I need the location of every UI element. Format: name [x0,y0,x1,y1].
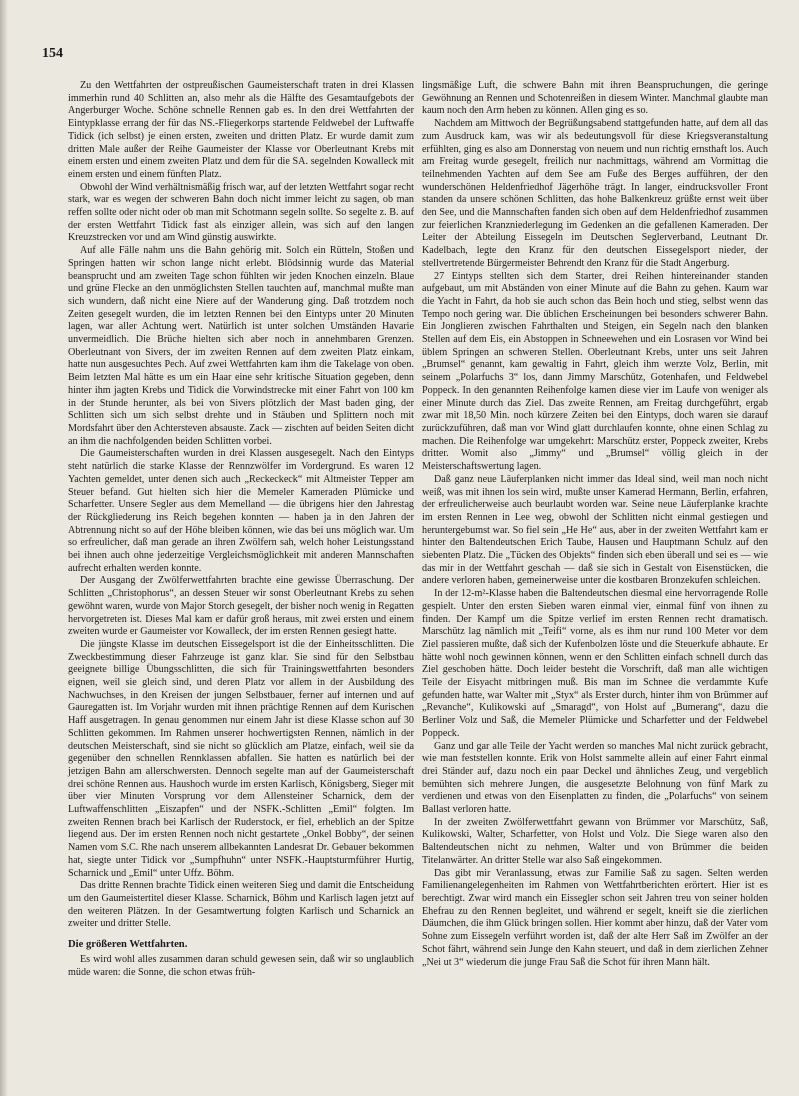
paragraph: lingsmäßige Luft, die schwere Bahn mit ihren Beanspruchungen, die geringe Gewöhnung an Rennen und Schotenreißen in diesem Winter. Manchmal glaubte man kaum noch den Arm heben zu können. Allen ging es so. [422,80,768,117]
paragraph: 27 Eintyps stellten sich dem Starter, drei Reihen hintereinander standen aufgebaut, um mit Abständen von einer Minute auf die Bahn zu gehen. Kaum war die Yacht in Fahrt, da hob sie auch schon das Bein hoch und stieg, selbst wenn das Tempo noch gering war. Die üblichen Erscheinungen bei besonders schwerer Bahn. Ein Jonglieren zwischen Fahrthalten und Steigen, ein Segeln nach den blanken Stellen auf dem Eis, ein Abstoppen in Schneewehen und ein Losrasen vor Wind bei üblem Springen an schweren Stellen. Oberleutnant Krebs, unter uns seit Jahren „Brumsel“ genannt, kam gewaltig in Fahrt, gleich ihm werzte Volz, Berlin, mit seinem „Polarfuchs 3“ los, dann Jimmy Marschütz, Gotenhafen, und Feldwebel Poppeck. In den genannten Reihenfolge kamen diese vier im Laufe von weniger als einer Minute durch das Ziel. Das zweite Rennen, am Freitag durchgeführt, ergab zwar mit 18,50 Min. noch kürzere Zeiten bei den Eintyps, doch waren sie darauf zurückzuführen, daß man vor Wind glatt durchlaufen konnte, ohne einen Schlag zu machen. Die Reihenfolge war umgekehrt: Marschütz erster, Poppeck zweiter, Krebs dritter. Womit also „Jimmy“ und „Brumsel“ völlig gleich in der Meisterschaftswertung lagen. [422,270,768,473]
paragraph: Das gibt mir Veranlassung, etwas zur Familie Saß zu sagen. Selten werden Familienangelegenheiten im Rahmen von Wettfahrtberichten erörtert. Hier ist es berechtigt. Zwar wird manch ein Eissegler schon seit Jahren treu von seiner holden Ehefrau zu den Rennen begleitet, und während er segelt, kneift sie die zierlichen Däumchen, die ihm Glück bringen sollen. Hier kommt aber hinzu, daß der Vater vom Sohne zum Eissegeln verführt worden ist, daß der alte Herr Saß im Zwölfer an der Schot fährt, während sein Junge den Kahn steuert, und daß in dem zierlichen Zehner „Nei ut 3“ wiederum die junge Frau Saß die Schot für ihren Mann hält. [422,867,768,968]
paragraph: Das dritte Rennen brachte Tidick einen weiteren Sieg und damit die Entscheidung um den Gaumeistertitel dieser Klasse. Scharnick, Böhm und Karlisch lagen jetzt auf den weiteren Plätzen. In der Gesamtwertung folgten Karlisch und Scharnick an zweiter und dritter Stelle. [68,880,414,930]
paragraph: In der zweiten Zwölferwettfahrt gewann von Brümmer vor Marschütz, Saß, Kulikowski, Walter, Scharfetter, von Holst und Volz. Die Siege waren also den Baltendeutschen nicht zu nehmen, Walter und von Brümmer die beiden Titelanwärter. An dritter Stelle war also Saß eingekommen. [422,816,768,866]
paragraph: Auf alle Fälle nahm uns die Bahn gehörig mit. Solch ein Rütteln, Stoßen und Springen hatten wir schon lange nicht erlebt. Blödsinnig wurde das Material beansprucht und am zweiten Tage schon fühlten wir jeden Knochen einzeln. Blaue und grüne Flecke an den unmöglichsten Stellen tauchten auf, manchmal mußte man sich wundern, daß nicht eine Niere auf der Wanderung ging. Daß trotzdem noch Zeiten gesegelt wurden, die im letzten Rennen bei den Eintyps unter 20 Minuten lagen, war aller Achtung wert. Natürlich ist unter solchen Umständen Havarie unvermeidlich. Die Brüche hielten sich aber noch in annehmbaren Grenzen. Oberleutnant von Sivers, der im zweiten Rennen auf dem zweiten Platz einkam, hatte nun ausgesuchtes Pech. Auf zwei Wettfahrten kam ihm die Takelage von oben. Beim letzten Mal hätte es um ein Haar eine sehr kritische Situation gegeben, denn hinter ihm jagten Krebs und Tidick die Vorwindstrecke mit einer Fahrt von 100 km in der Stunde herunter, als bei von Sivers plötzlich der Mast baden ging, der Schlitten sich um sich selbst drehte und in Stäuben und Splittern noch mit Mordsfahrt über den Achtersteven absauste. Zack — zischten auf beiden Seiten dicht an ihm die nachfolgenden beiden Schlitten vorbei. [68,245,414,447]
paragraph: Nachdem am Mittwoch der Begrüßungsabend stattgefunden hatte, auf dem all das zum Ausdruck kam, was wir als bedeutungsvoll für diese Kriegsveranstaltung erfühlten, ging es also am Donnerstag von neuem und nun richtig ernsthaft los. Auch am Freitag wurde gesegelt, freilich nur nachmittags, während am Vormittag die teilnehmenden Yachten auf dem See am Fuße des Berges aufführen, der den wunderschönen Heldenfriedhof Jägerhöhe trägt. In langer, eindrucksvoller Front standen da unsere schönen Schlitten, das hohe Balkenkreuz grüßte ernst weit über den See, und die Mannschaften fanden sich oben auf dem Heldenfriedhof zusammen zur feierlichen Kranzniederlegung im Gedenken an die gefallenen Kameraden. Der Leiter der Abteilung Eissegeln im Deutschen Seglerverband, Leutnant Dr. Kadelbach, legte den Kranz für den deutschen Eissegelsport nieder, der stellvertretende Bürgermeister Behrendt den Kranz für die Stadt Angerburg. [422,118,768,269]
paragraph: Die jüngste Klasse im deutschen Eissegelsport ist die der Einheitsschlitten. Die Zweckbestimmung dieser Fahrzeuge ist ganz klar. Sie sind für den Selbstbau geeignete billige Übungsschlitten, die sich für Trainingswettfahrten besonders eignen, weil sie gleich sind, und deren Platz vor allem in der Ausbildung des Nachwuchses, in den Kreisen der jungen Selbstbauer, ferner auf internen und auf Gauregatten ist. Im Vorjahr wurden mit ihnen prächtige Rennen auf dem Kurischen Haff ausgetragen. In genau genommen nur einem Jahr ist diese Klasse schon auf 30 Schlitten gekommen. Im Rahmen unserer hochwertigsten Rennen, nämlich in der deutschen Meisterschaft, sind sie nicht so glücklich am Platze, einfach, weil sie da gegenüber den schnellen Rennklassen abfallen. Sie hatten es natürlich bei der jetzigen Bahn am allerschwersten. Dennoch segelte man auf der Gaumeisterschaft drei schöne Rennen aus. Haushoch wurde im ersten Karlisch, Königsberg, Sieger mit über vier Minuten Vorsprung vor dem Allensteiner Scharnick, dem der Luftwaffenschlitten „Eiszapfen“ und der NSFK.-Schlitten „Emil“ folgten. Im zweiten Rennen brach bei Karlisch der Ruderstock, er fiel, erheblich an der Spitze liegend aus. Der im ersten Rennen noch nicht gestartete „Onkel Bobby“, der seinen Namen vom S.C. Rhe nach unserem allbekannten Landesrat Dr. Gebauer bekommen hat, siegte unter Tidick vor „Sumpfhuhn“ unter NSFK.-Hauptsturmführer Hurtig, Scharnick und „Emil“ unter Uffz. Böhm. [68,638,414,879]
paragraph: Der Ausgang der Zwölferwettfahrten brachte eine gewisse Überraschung. Der Schlitten „Christophorus“, an dessen Steuer wir sonst Oberleutnant Krebs zu sehen gewöhnt waren, wurde von Major Storch gesegelt, der bisher noch wenig in Regatten hervorgetreten ist. Dieses Mal kam er dafür groß heraus, mit zwei ersten und einem zweiten wurde er Gaumeister vor Kowalleck, der im ersten Rennen gesiegt hatte. [68,575,414,638]
section-heading: Die größeren Wettfahrten. [68,939,188,951]
page-spine-shadow [0,0,8,1096]
paragraph: Die Gaumeisterschaften wurden in drei Klassen ausgesegelt. Nach den Eintyps steht natürlich die starke Klasse der Rennzwölfer im Vordergrund. Es waren 12 Yachten gemeldet, unter denen sich auch „Reckeckeck“ mit Altmeister Tepper am Steuer befand. Gut hielten sich hier die Memeler Kameraden Plümicke und Scharfetter. Unsere Segler aus dem Memelland — die übrigens hier den Jahrestag der Rückgliederung ins Reich begehen konnten — haben ja in den Jahren der Abtrennung nicht so auf der Höhe bleiben können, wie das bei uns möglich war. Um so erfreulicher, daß man gerade an ihren Zwölfern sah, welch hoher Leistungsstand bei ihnen auch ohne jederzeitige Vergleichsmöglichkeit mit anderen Mannschaften aufrecht erhalten werden konnte. [68,448,414,574]
paragraph: Ganz und gar alle Teile der Yacht werden so manches Mal nicht zurück gebracht, wie man feststellen konnte. Erik von Holst sammelte allein auf einer Fahrt einmal drei Ständer auf, dazu noch ein paar Deckel und ähnliches Zeug, und vergeblich bemühten sich mehrere Jungen, die ausgesetzte Belohnung von fünf Mark zu verdienen und etwas von den Eisenplatten zu finden, die „Polarfuchs“ von seinem Ballast verloren hatte. [422,740,768,816]
page-number: 154 [42,46,63,61]
paragraph: Obwohl der Wind verhältnismäßig frisch war, auf der letzten Wettfahrt sogar recht stark, war es wegen der schweren Bahn doch nicht immer leicht zu sagen, ob man reffen sollte oder nicht oder ob man mit Schotmann segeln sollte. So segelte z. B. auf der ersten Wettfahrt Tidick fast als einziger allein, was sich auf den langen Kreuzstrecken vor und am Wind günstig auswirkte. [68,181,414,244]
paragraph: In der 12-m²-Klasse haben die Baltendeutschen diesmal eine hervorragende Rolle gespielt. Unter den ersten Sieben waren einmal vier, einmal fünf von ihnen zu finden. Der Kampf um die Spitze verlief im ersten Rennen recht dramatisch. Marschütz lag nämlich mit „Teifi“ vorne, als es ihm nur rund 100 Meter vor dem Ziel passieren mußte, daß sich der Kufenbolzen löste und die Steuerkufe abhaute. Er hätte wohl noch gewinnen können, wenn er den Schlitten einfach schnell durch das Ziel geschoben hätte. Doch leider besteht die Vorschrift, daß man alle wichtigen Teile der Eisyacht mitbringen muß. Bis man im Schnee die verdammte Kufe gefunden hatte, war Walter mit „Styx“ als Erster durch, hinter ihm von Brümmer auf „Revanche“, Kulikowski auf „Smaragd“, von Holst auf „Bumerang“, dazu die Berliner Volz und Saß, die Memeler Plümicke und Scharfetter und der Feldwebel Poppeck. [422,588,768,739]
right-column [422,80,768,969]
paragraph: Zu den Wettfahrten der ostpreußischen Gaumeisterschaft traten in drei Klassen immerhin rund 40 Schlitten an, also mehr als die Hälfte des Gesamtaufgebots der Angerburger Woche. Schöne schnelle Rennen gab es. In den drei Wettfahrten der Eintypklasse errang der für das NS.-Fliegerkorps startende Feldwebel der Luftwaffe Tidick (ich selbst) je einen ersten, zweiten und dritten Platz. Er wurde damit zum dritten Male außer der Reihe Gaumeister der Klasse vor Oberleutnant Krebs mit einem ersten und einem zweiten Platz und dem für die SA. segelnden Kowalleck mit einem ersten und einem fünften Platz. [68,80,414,180]
paragraph: Es wird wohl alles zusammen daran schuld gewesen sein, daß wir so unglaublich müde waren: die Sonne, die schon etwas früh- [68,953,414,978]
left-column [68,80,414,979]
paragraph: Daß ganz neue Läuferplanken nicht immer das Ideal sind, weil man noch nicht weiß, was mit ihnen los sein wird, mußte unser Kamerad Hermann, Berlin, erfahren, der erfreulicherweise auch beurlaubt worden war. Seine neue Läuferplanke krachte im ersten Rennen in Lee weg, obwohl der Schlitten nicht einmal gestiegen und heruntergebumst war. So fiel sein „He He“ aus, aber in der zweiten Wettfahrt kam er hinter den Baltendeutschen Erich Taube, Hausen und Hauptmann Schulz auf den siebenten Platz. Die „Tücken des Objekts“ finden sich eben überall und sei es — wie das mir in der Wettfahrt geschah — daß sie sich in Gestalt von Eisenstücken, die andere verloren haben, gemeinerweise unter die kostbaren Bronzekufen schleichen. [422,473,768,587]
